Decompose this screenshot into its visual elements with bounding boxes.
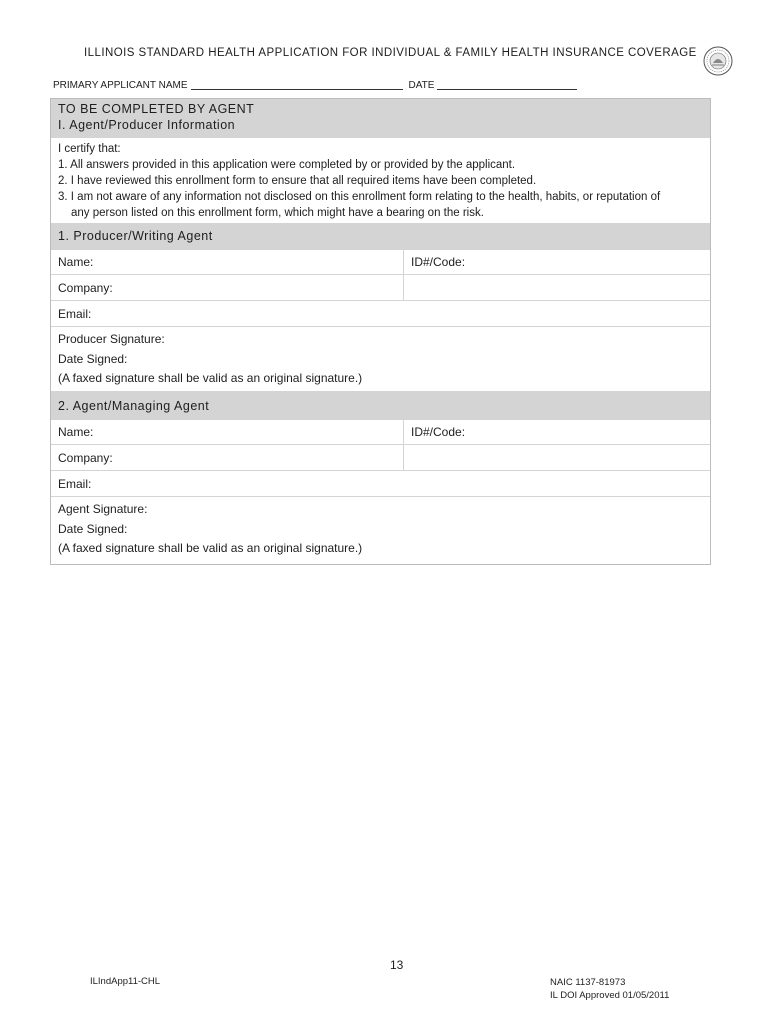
producer-header bbox=[51, 223, 710, 249]
applicant-line bbox=[53, 77, 583, 91]
state-seal-icon bbox=[703, 46, 733, 76]
managing-company-field[interactable] bbox=[51, 445, 403, 470]
form-code: ILIndApp11-CHL bbox=[90, 976, 161, 987]
managing-email-field[interactable] bbox=[51, 471, 710, 496]
certify-item: any person listed on this enrollment form, which might have a bearing on the risk. bbox=[71, 207, 484, 219]
approval-date: IL DOI Approved 01/05/2011 bbox=[550, 990, 670, 1001]
producer-company-label: Company: bbox=[58, 281, 113, 295]
producer-id-label: ID#/Code: bbox=[411, 255, 466, 269]
footer-approval bbox=[550, 976, 669, 1002]
document-title: ILLINOIS STANDARD HEALTH APPLICATION FOR INDIVIDUAL & FAMILY HEALTH INSURANCE COVERAGE bbox=[84, 47, 697, 59]
managing-phone-field[interactable] bbox=[404, 445, 710, 470]
managing-heading: 2. Agent/Managing Agent bbox=[58, 399, 210, 413]
certification-block bbox=[51, 138, 710, 223]
managing-id-label: ID#/Code: bbox=[411, 425, 466, 439]
section-subheading: I. Agent/Producer Information bbox=[58, 118, 236, 132]
managing-date-signed-label: Date Signed: bbox=[58, 521, 128, 536]
agent-form bbox=[50, 98, 711, 565]
managing-header bbox=[51, 392, 710, 419]
date-field[interactable] bbox=[437, 79, 577, 90]
managing-name-label: Name: bbox=[58, 425, 94, 439]
producer-signature-label: Producer Signature: bbox=[58, 332, 165, 346]
certify-item: 2. I have reviewed this enrollment form to ensure that all required items have been completed. bbox=[58, 175, 537, 187]
managing-fax-note: (A faxed signature shall be valid as an original signature.) bbox=[58, 541, 363, 555]
producer-fax-note: (A faxed signature shall be valid as an original signature.) bbox=[58, 371, 363, 385]
producer-signature-block[interactable] bbox=[51, 327, 710, 391]
managing-company-label: Company: bbox=[58, 451, 113, 465]
managing-email-label: Email: bbox=[58, 477, 92, 491]
managing-signature-block[interactable] bbox=[51, 497, 710, 564]
producer-phone-field[interactable] bbox=[404, 275, 710, 300]
naic-code: NAIC 1137-81973 bbox=[550, 977, 626, 988]
producer-date-signed-label: Date Signed: bbox=[58, 351, 128, 366]
managing-name-field[interactable] bbox=[51, 420, 403, 444]
producer-name-label: Name: bbox=[58, 255, 94, 269]
certify-item: 3. I am not aware of any information not disclosed on this enrollment form relating to the health, habits, or reputation of bbox=[58, 191, 661, 203]
producer-id-field[interactable] bbox=[404, 250, 710, 274]
producer-name-field[interactable] bbox=[51, 250, 403, 274]
applicant-name-label: PRIMARY APPLICANT NAME bbox=[53, 80, 188, 91]
producer-company-field[interactable] bbox=[51, 275, 403, 300]
producer-email-label: Email: bbox=[58, 307, 92, 321]
managing-id-field[interactable] bbox=[404, 420, 710, 444]
producer-heading: 1. Producer/Writing Agent bbox=[58, 229, 213, 243]
section-heading: TO BE COMPLETED BY AGENT bbox=[58, 102, 255, 116]
managing-signature-label: Agent Signature: bbox=[58, 502, 148, 516]
certify-item: 1. All answers provided in this application were completed by or provided by the applicant. bbox=[58, 159, 516, 171]
agent-section-header bbox=[51, 99, 710, 137]
page-number: 13 bbox=[390, 958, 404, 972]
applicant-name-field[interactable] bbox=[191, 79, 403, 90]
date-label: DATE bbox=[408, 80, 435, 91]
producer-email-field[interactable] bbox=[51, 301, 710, 326]
certify-intro: I certify that: bbox=[58, 143, 121, 155]
